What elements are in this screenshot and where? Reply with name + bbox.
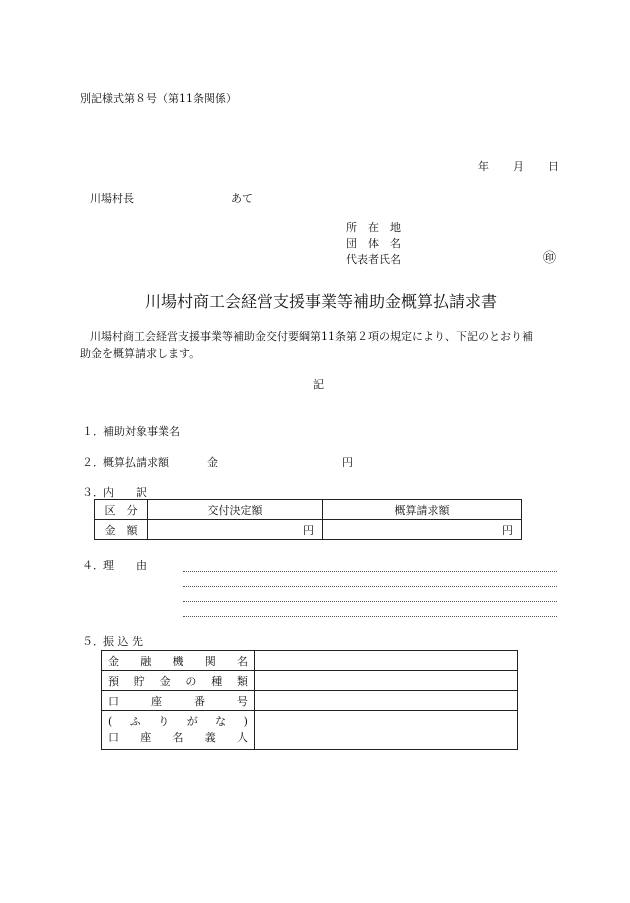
char: 預 [108, 674, 119, 688]
section-2-number: ２． [82, 456, 104, 469]
section-1-label: 補助対象事業名 [103, 425, 180, 438]
char: の [185, 674, 197, 688]
account-holder-value[interactable] [255, 711, 518, 750]
account-holder-label [102, 711, 255, 750]
date-day-label: 日 [548, 160, 559, 173]
bank-name-label [102, 651, 255, 671]
char: 座 [140, 731, 152, 744]
char: ふ [129, 715, 141, 728]
breakdown-header-decided: 交付決定額 [148, 500, 323, 520]
char: 口 [108, 694, 119, 708]
char: り [158, 715, 170, 728]
char: 機 [172, 654, 184, 668]
char: 名 [172, 731, 184, 744]
applicant-rep-label: 代表者氏名 [346, 253, 401, 266]
char: 金 [159, 674, 171, 688]
reason-line-2[interactable] [183, 586, 557, 587]
form-reference: 別記様式第８号（第11条関係） [80, 92, 237, 105]
char: 融 [140, 654, 152, 668]
applicant-address-label: 所 在 地 [346, 221, 401, 234]
char: 名 [237, 654, 248, 668]
char: 口 [108, 731, 119, 744]
breakdown-row-amount-label: 金 額 [95, 520, 148, 540]
char: が [186, 715, 198, 728]
breakdown-header-requested: 概算請求額 [323, 500, 522, 520]
deposit-type-value[interactable] [255, 671, 518, 691]
section-4-label: 理 由 [103, 559, 147, 572]
char: ( [108, 715, 113, 728]
addressee-name: 川場村長 [90, 192, 134, 205]
char: 座 [151, 694, 162, 708]
char: 金 [108, 654, 119, 668]
char: 関 [204, 654, 216, 668]
section-2-yen: 円 [342, 456, 353, 469]
addressee-suffix: あて [231, 192, 253, 205]
breakdown-table [94, 499, 522, 540]
reason-line-4[interactable] [183, 616, 557, 617]
char: 人 [237, 731, 248, 744]
yen-unit: 円 [303, 523, 314, 537]
char: ) [243, 715, 248, 728]
char: 番 [194, 694, 205, 708]
section-5-number: ５． [82, 635, 104, 648]
document-title: 川場村商工会経営支援事業等補助金概算払請求書 [145, 292, 498, 311]
body-line-2: 助金を概算請求します。 [80, 347, 201, 360]
section-2-kin: 金 [207, 456, 218, 469]
seal-mark: ㊞ [543, 251, 557, 266]
date-month-label: 月 [513, 160, 524, 173]
section-3-number: ３． [82, 486, 104, 499]
section-1-number: １． [82, 425, 104, 438]
char: 号 [237, 694, 248, 708]
breakdown-decided-amount-cell[interactable] [148, 520, 323, 540]
char: な [215, 715, 227, 728]
section-5-label: 振 込 先 [103, 635, 143, 648]
bank-name-value[interactable] [255, 651, 518, 671]
body-line-1: 川場村商工会経営支援事業等補助金交付要綱第11条第２項の規定により、下記のとおり補 [90, 330, 533, 343]
applicant-org-label: 団 体 名 [346, 237, 401, 250]
section-3-label: 内 訳 [103, 486, 147, 499]
char: 貯 [133, 674, 145, 688]
section-2-label: 概算払請求額 [103, 456, 169, 469]
char: 義 [204, 731, 216, 744]
account-number-value[interactable] [255, 691, 518, 711]
deposit-type-label [102, 671, 255, 691]
char: 種 [211, 674, 223, 688]
bank-transfer-table [101, 650, 518, 750]
ki-heading: 記 [313, 378, 324, 391]
breakdown-header-category: 区 分 [95, 500, 148, 520]
account-number-label [102, 691, 255, 711]
reason-line-3[interactable] [183, 601, 557, 602]
breakdown-requested-amount-cell[interactable] [323, 520, 522, 540]
date-year-label: 年 [478, 160, 489, 173]
section-4-number: ４． [82, 559, 104, 572]
yen-unit: 円 [502, 523, 513, 537]
char: 類 [236, 674, 248, 688]
reason-line-1[interactable] [183, 571, 557, 572]
